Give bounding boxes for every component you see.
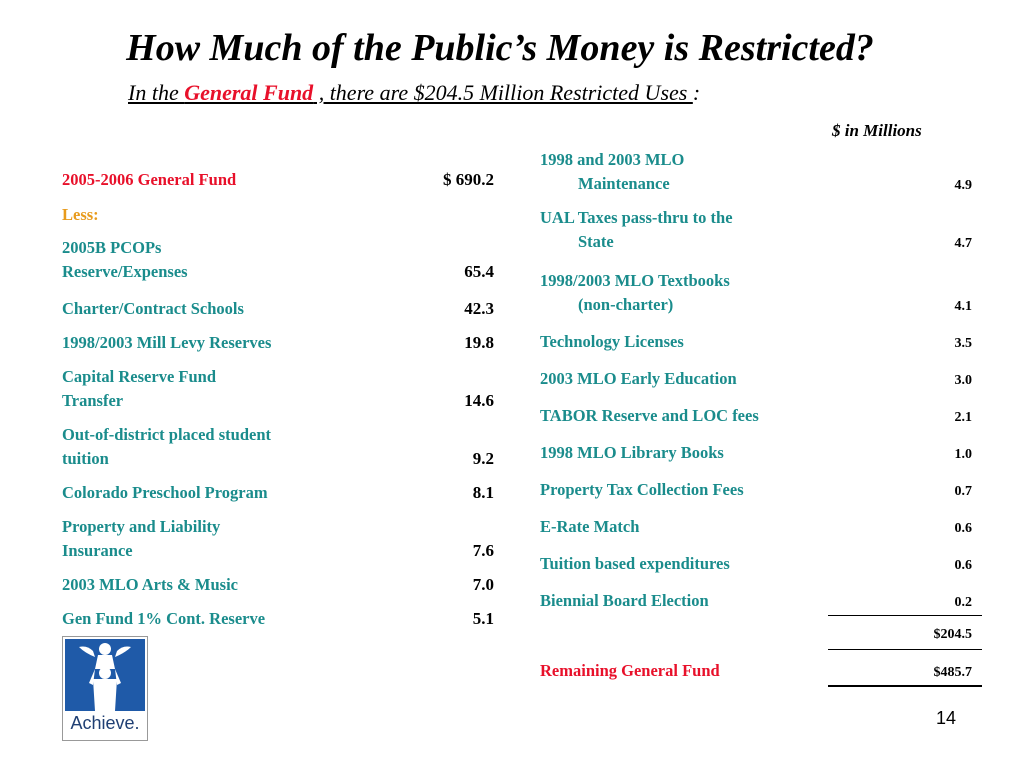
- row-label-line2: tuition: [62, 449, 109, 468]
- row-label-line1: Technology Licenses: [540, 332, 684, 351]
- row-value: 14.6: [464, 391, 494, 410]
- row-value: 3.0: [954, 373, 972, 388]
- row-value: 0.6: [954, 558, 972, 573]
- row-value: 7.0: [472, 575, 494, 594]
- remaining-value: $485.7: [933, 665, 972, 680]
- row-label-line1: Out-of-district placed student: [62, 425, 271, 444]
- row-value: 4.1: [954, 299, 972, 314]
- row-label-line1: Charter/Contract Schools: [62, 299, 244, 318]
- row-label-line2: Transfer: [62, 391, 124, 410]
- row-label-line1: 1998 and 2003 MLO: [540, 150, 685, 169]
- general-fund-label: 2005-2006 General Fund: [62, 170, 237, 189]
- subtitle: [128, 78, 700, 108]
- parent-child-silhouette-icon: [65, 639, 145, 711]
- units-label: $ in Millions: [832, 121, 922, 140]
- row-label-line1: Biennial Board Election: [540, 591, 709, 610]
- row-value: 7.6: [472, 541, 494, 560]
- row-value: 5.1: [472, 609, 494, 628]
- row-label-line2: State: [578, 232, 614, 251]
- row-value: 4.7: [954, 236, 972, 251]
- row-label-line1: Tuition based expenditures: [540, 554, 730, 573]
- row-value: 0.6: [954, 521, 972, 536]
- subtitle-fund: General Fund: [184, 80, 314, 105]
- row-label-line2: (non-charter): [578, 295, 674, 314]
- total-double-rule: [828, 685, 982, 687]
- logo-text: Achieve.: [70, 713, 140, 733]
- subtitle-end: :: [692, 80, 701, 105]
- page-title: How Much of the Public’s Money is Restricted?: [126, 27, 874, 69]
- less-label: Less:: [62, 205, 99, 224]
- remaining-rule: [828, 649, 982, 650]
- row-value: 2.1: [954, 410, 972, 425]
- row-label-line2: Maintenance: [578, 174, 670, 193]
- row-label-line1: E-Rate Match: [540, 517, 640, 536]
- row-label-line1: Property and Liability: [62, 517, 221, 536]
- row-value: 65.4: [464, 262, 494, 281]
- page-number: 14: [936, 708, 957, 728]
- remaining-label: Remaining General Fund: [540, 661, 720, 680]
- row-label-line1: 2003 MLO Early Education: [540, 369, 737, 388]
- row-label-line2: Reserve/Expenses: [62, 262, 188, 281]
- row-label-line1: 1998 MLO Library Books: [540, 443, 724, 462]
- row-label-line1: UAL Taxes pass-thru to the: [540, 208, 733, 227]
- subtotal-value: $204.5: [933, 627, 972, 642]
- row-label-line1: 2005B PCOPs: [62, 238, 162, 257]
- row-label-line1: Colorado Preschool Program: [62, 483, 268, 502]
- row-label-line1: Capital Reserve Fund: [62, 367, 216, 386]
- row-label-line1: 2003 MLO Arts & Music: [62, 575, 238, 594]
- row-value: 3.5: [954, 336, 972, 351]
- row-label-line1: 1998/2003 Mill Levy Reserves: [62, 333, 272, 352]
- subtotal-rule: [828, 615, 982, 616]
- row-value: 42.3: [464, 299, 494, 318]
- row-label-line2: Insurance: [62, 541, 133, 560]
- row-value: 1.0: [954, 447, 972, 462]
- row-value: 0.2: [954, 595, 972, 610]
- row-value: 8.1: [472, 483, 494, 502]
- row-value: 9.2: [472, 449, 494, 468]
- row-value: 4.9: [954, 178, 972, 193]
- row-label-line1: Property Tax Collection Fees: [540, 480, 744, 499]
- achieve-logo: [62, 636, 148, 741]
- row-label-line1: 1998/2003 MLO Textbooks: [540, 271, 730, 290]
- subtitle-pre: In the: [128, 80, 185, 105]
- subtitle-post: , there are $204.5 Million Restricted Uses: [313, 80, 693, 105]
- general-fund-value: $ 690.2: [443, 170, 494, 189]
- row-value: 0.7: [954, 484, 972, 499]
- row-label-line1: TABOR Reserve and LOC fees: [540, 406, 759, 425]
- row-label-line1: Gen Fund 1% Cont. Reserve: [62, 609, 266, 628]
- row-value: 19.8: [464, 333, 494, 352]
